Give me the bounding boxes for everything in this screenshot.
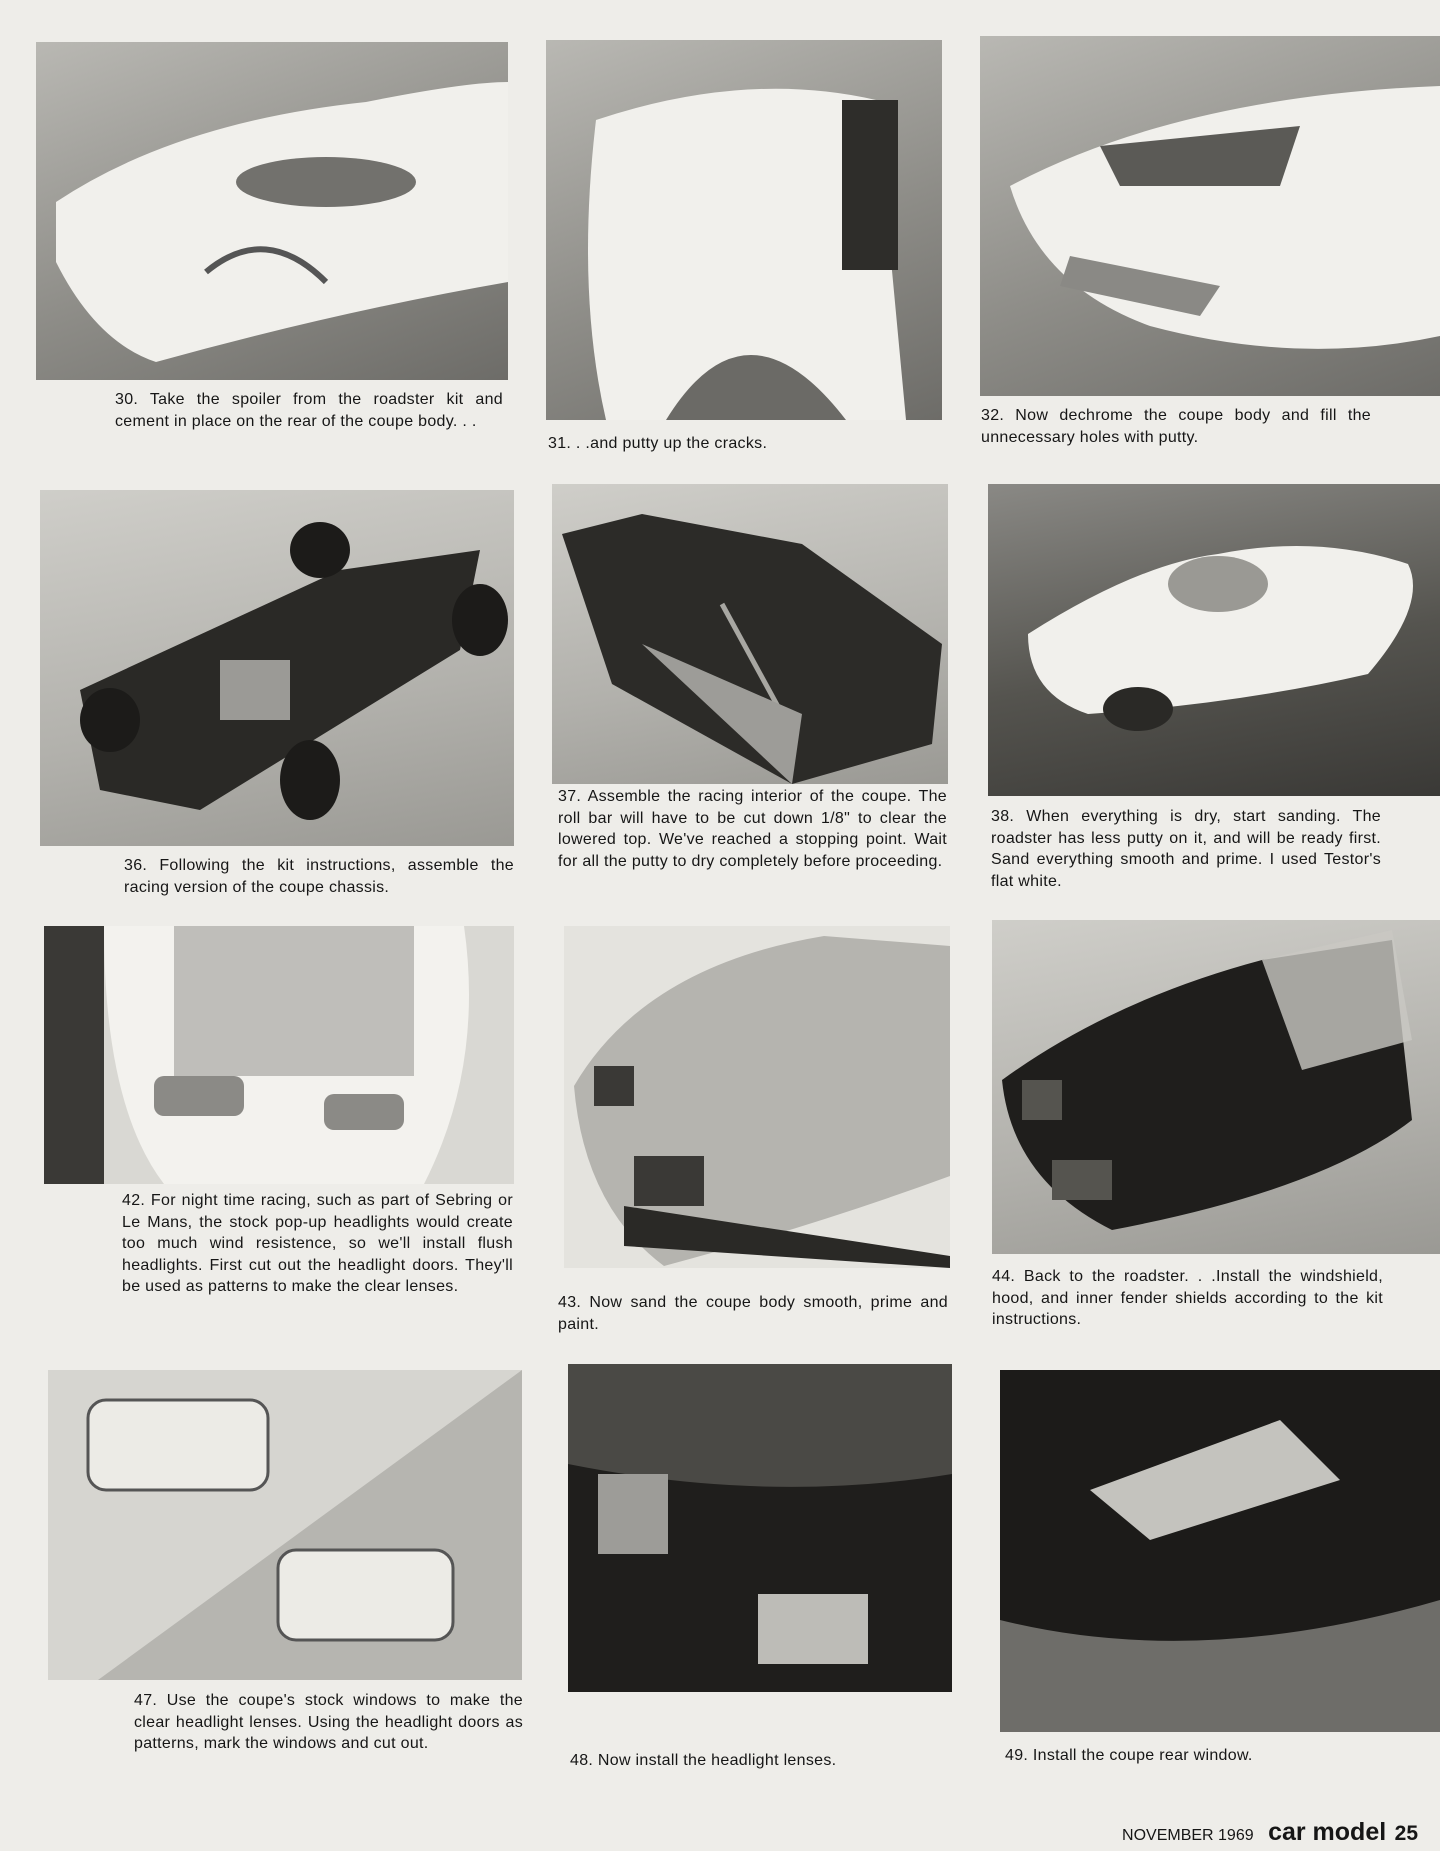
photo-48-headlights-installed (568, 1364, 952, 1692)
caption-43: 43. Now sand the coupe body smooth, prime and paint. (558, 1294, 948, 1333)
caption-36: 36. Following the kit instructions, assemble the racing version of the coupe chassis. (124, 857, 514, 896)
photo-43-coupe-primed (564, 926, 950, 1268)
page-number: 25 (1394, 1822, 1418, 1845)
photo-47-headlight-lenses-cut (48, 1370, 522, 1680)
caption-44: 44. Back to the roadster. . .Install the windshield, hood, and inner fender shields according to the kit instructions. (992, 1268, 1383, 1328)
caption-30: 30. Take the spoiler from the roadster kit and cement in place on the rear of the coupe body. . . (115, 391, 503, 430)
page-footer (1122, 1818, 1418, 1847)
caption-31: 31. . .and putty up the cracks. (548, 435, 768, 452)
photo-49-coupe-rear-window (1000, 1370, 1440, 1732)
photo-42-headlight-doors (44, 926, 514, 1184)
photo-37-racing-interior (552, 484, 948, 784)
magazine-name: car model (1268, 1818, 1387, 1846)
caption-47: 47. Use the coupe's stock windows to make the clear headlight lenses. Using the headlight doors as patterns, mark the windows and cut out. (134, 1692, 523, 1752)
caption-32: 32. Now dechrome the coupe body and fill the unnecessary holes with putty. (981, 407, 1371, 446)
caption-49: 49. Install the coupe rear window. (1005, 1747, 1253, 1764)
photo-36-coupe-chassis (40, 490, 514, 846)
photo-38-roadster-sanded (988, 484, 1440, 796)
photo-44-roadster-windshield (992, 920, 1440, 1254)
photo-32-dechrome-coupe (980, 36, 1440, 396)
caption-37: 37. Assemble the racing interior of the coupe. The roll bar will have to be cut down 1/8" to clear the lowered top. We've reached a stopping point. Wait for all the putty to dry completely before proceeding. (558, 788, 947, 870)
photo-30-spoiler-coupe-body (36, 42, 508, 380)
photo-31-putty-cracks (546, 40, 942, 420)
caption-48: 48. Now install the headlight lenses. (570, 1752, 837, 1769)
caption-42: 42. For night time racing, such as part of Sebring or Le Mans, the stock pop-up headlights would create too much wind resistence, so we'll install flush headlights. First cut out the headlight doors. They'll be used as patterns to make the clear lenses. (122, 1192, 513, 1295)
issue-date: NOVEMBER 1969 (1122, 1827, 1254, 1844)
caption-38: 38. When everything is dry, start sanding. The roadster has less putty on it, and will be ready first. Sand everything smooth and prime. I used Testor's flat white. (991, 808, 1381, 890)
